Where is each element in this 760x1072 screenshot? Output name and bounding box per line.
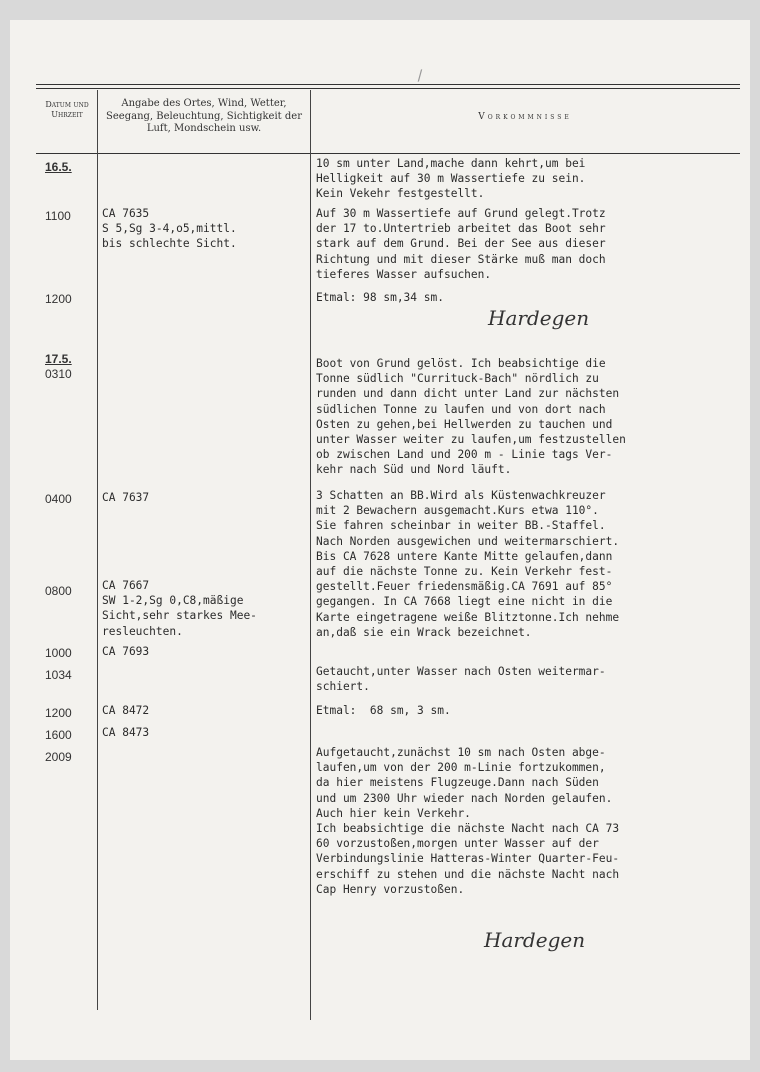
page-mark: / — [414, 67, 426, 85]
row-time: 2009 — [45, 750, 72, 764]
signature: Hardegen — [484, 928, 586, 952]
row-time: 16.5. — [45, 160, 72, 174]
column-divider-2 — [310, 90, 311, 1020]
row-text: Getaucht,unter Wasser nach Osten weitermar- schiert. — [316, 665, 606, 694]
header-date: Datum und Uhrzeit — [45, 100, 89, 119]
row-text: Auf 30 m Wassertiefe auf Grund gelegt.Trotz der 17 to.Untertrieb arbeitet das Boot sehr stark auf dem Grund. Bei der See aus dieser Richtung und mit dieser Stärke muß man doch tieferes Wasser aufsuchen. — [316, 207, 606, 281]
row-text: 10 sm unter Land,mache dann kehrt,um bei Helligkeit auf 30 m Wassertiefe zu sein. Kein Vekehr festgestellt. — [316, 157, 586, 201]
row-text: Etmal: 98 sm,34 sm. — [316, 291, 444, 304]
row-time: 0800 — [45, 584, 72, 598]
row-text: Boot von Grund gelöst. Ich beabsichtige die Tonne südlich "Currituck-Bach" nördlich zu runden und dann dicht unter Land zur nächsten südlichen Tonne zu laufen und von dort nach Osten zu gehen,bei Hellwerden zu tauchen und unter Wasser weiter zu laufen,um festzustellen ob zwischen Land und 200 m - Linie tags Ver- kehr nach Süd und Nord läuft. — [316, 357, 626, 477]
row-time: 1200 — [45, 292, 72, 306]
signature: Hardegen — [488, 306, 590, 330]
row-location: CA 7667 SW 1-2,Sg 0,C8,mäßige Sicht,sehr starkes Mee- resleuchten. — [102, 579, 257, 638]
header-top-rule — [36, 84, 740, 85]
row-location: CA 7693 — [102, 645, 150, 658]
row-time: 1600 — [45, 728, 72, 742]
row-location: CA 7637 — [102, 491, 150, 504]
header-top-rule-2 — [36, 88, 740, 89]
row-time: 0310 — [45, 367, 72, 381]
row-time: 17.5. — [45, 352, 72, 366]
row-location: CA 8472 — [102, 704, 150, 717]
row-text: 3 Schatten an BB.Wird als Küstenwachkreuzer mit 2 Bewachern ausgemacht.Kurs etwa 110°. Sie fahren scheinbar in weiter BB.-Staffel. Nach Norden ausgewichen und weitermarschiert. Bis CA 7628 untere Kante Mitte gelaufen,dann auf die nächste Tonne zu. Kein Verkehr fest- gestellt.Feuer friedensmäßig.CA 7691 auf 85° gegangen. In CA 7668 liegt eine nicht in die Karte eingetragene weiße Blitztonne.Ich nehme an,daß sie ein Wrack bezeichnet. — [316, 489, 620, 639]
row-time: 0400 — [45, 492, 72, 506]
row-text: Etmal: 68 sm, 3 sm. — [316, 704, 451, 717]
row-text: Aufgetaucht,zunächst 10 sm nach Osten abge- laufen,um von der 200 m-Linie fortzukommen, da hier meistens Flugzeuge.Dann nach Süden und um 2300 Uhr wieder nach Norden gelaufen. Auch hier kein Verkehr. Ich beabsichtige die nächste Nacht nach CA 73 60 vorzustoßen,morgen unter Wasser auf der Verbindungslinie Hatteras-Winter Quarter-Feu- erschiff zu stehen und die nächste Nacht nach Cap Henry vorzustoßen. — [316, 746, 620, 896]
header-events: Vorkommnisse — [478, 112, 572, 122]
row-time: 1034 — [45, 668, 72, 682]
row-time: 1100 — [45, 209, 71, 223]
row-location: CA 7635 S 5,Sg 3-4,o5,mittl. bis schlechte Sicht. — [102, 207, 237, 251]
row-time: 1200 — [45, 706, 72, 720]
row-time: 1000 — [45, 646, 72, 660]
column-divider-1 — [97, 90, 98, 1010]
header-bottom-rule — [36, 153, 740, 154]
header-location: Angabe des Ortes, Wind, Wetter, Seegang, Beleuchtung, Sichtigkeit der Luft, Mondschein usw. — [106, 98, 302, 134]
row-location: CA 8473 — [102, 726, 150, 739]
